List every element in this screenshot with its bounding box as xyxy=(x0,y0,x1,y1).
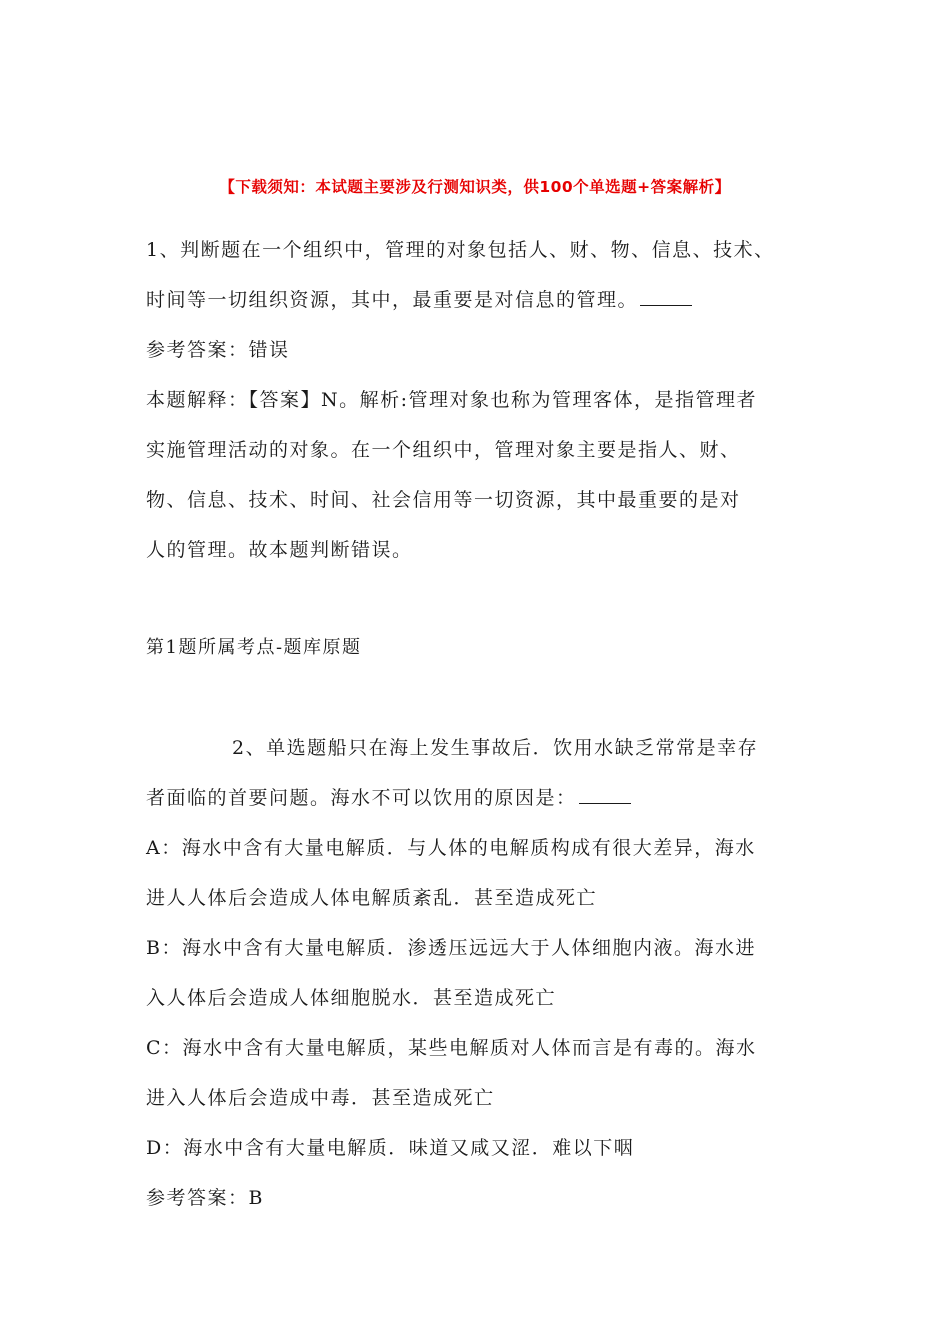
q2-option-b-line-2: 入人体后会造成人体细胞脱水．甚至造成死亡 xyxy=(146,987,557,1009)
q2-option-b-line-1: B：海水中含有大量电解质．渗透压远远大于人体细胞内液。海水进 xyxy=(146,937,756,959)
q2-option-a-line-1: A：海水中含有大量电解质．与人体的电解质构成有很大差异，海水 xyxy=(146,837,756,859)
q2-answer-blank xyxy=(579,787,631,804)
q1-explanation-line-4: 人的管理。故本题判断错误。 xyxy=(146,539,413,561)
q1-stem-text: 时间等一切组织资源，其中，最重要是对信息的管理。 xyxy=(146,289,639,311)
q2-option-d: D：海水中含有大量电解质．味道又咸又涩．难以下咽 xyxy=(146,1137,635,1159)
q2-option-a-line-2: 进人人体后会造成人体电解质紊乱．甚至造成死亡 xyxy=(146,887,598,909)
q2-option-c-line-2: 进入人体后会造成中毒．甚至造成死亡 xyxy=(146,1087,495,1109)
q2-stem-line-1: 2、单选题船只在海上发生事故后．饮用水缺乏常常是幸存 xyxy=(232,737,759,759)
q1-stem-line-2 xyxy=(146,288,692,312)
q1-stem-line-1: 1、判断题在一个组织中，管理的对象包括人、财、物、信息、技术、 xyxy=(146,239,775,261)
q1-topic: 第1题所属考点-题库原题 xyxy=(146,637,362,658)
q2-reference-answer: 参考答案：B xyxy=(146,1187,264,1209)
download-notice: 【下载须知：本试题主要涉及行测知识类，供100个单选题+答案解析】 xyxy=(219,178,731,196)
q1-explanation-line-2: 实施管理活动的对象。在一个组织中，管理对象主要是指人、财、 xyxy=(146,439,741,461)
q1-reference-answer: 参考答案：错误 xyxy=(146,339,290,361)
q2-option-c-line-1: C：海水中含有大量电解质，某些电解质对人体而言是有毒的。海水 xyxy=(146,1037,757,1059)
q2-stem-line-2 xyxy=(146,786,631,810)
q1-answer-blank xyxy=(640,289,692,306)
q2-stem-text: 者面临的首要问题。海水不可以饮用的原因是： xyxy=(146,787,577,809)
q1-explanation-line-1: 本题解释：【答案】N。解析:管理对象也称为管理客体，是指管理者 xyxy=(146,389,758,411)
q1-explanation-line-3: 物、信息、技术、时间、社会信用等一切资源，其中最重要的是对 xyxy=(146,489,741,511)
